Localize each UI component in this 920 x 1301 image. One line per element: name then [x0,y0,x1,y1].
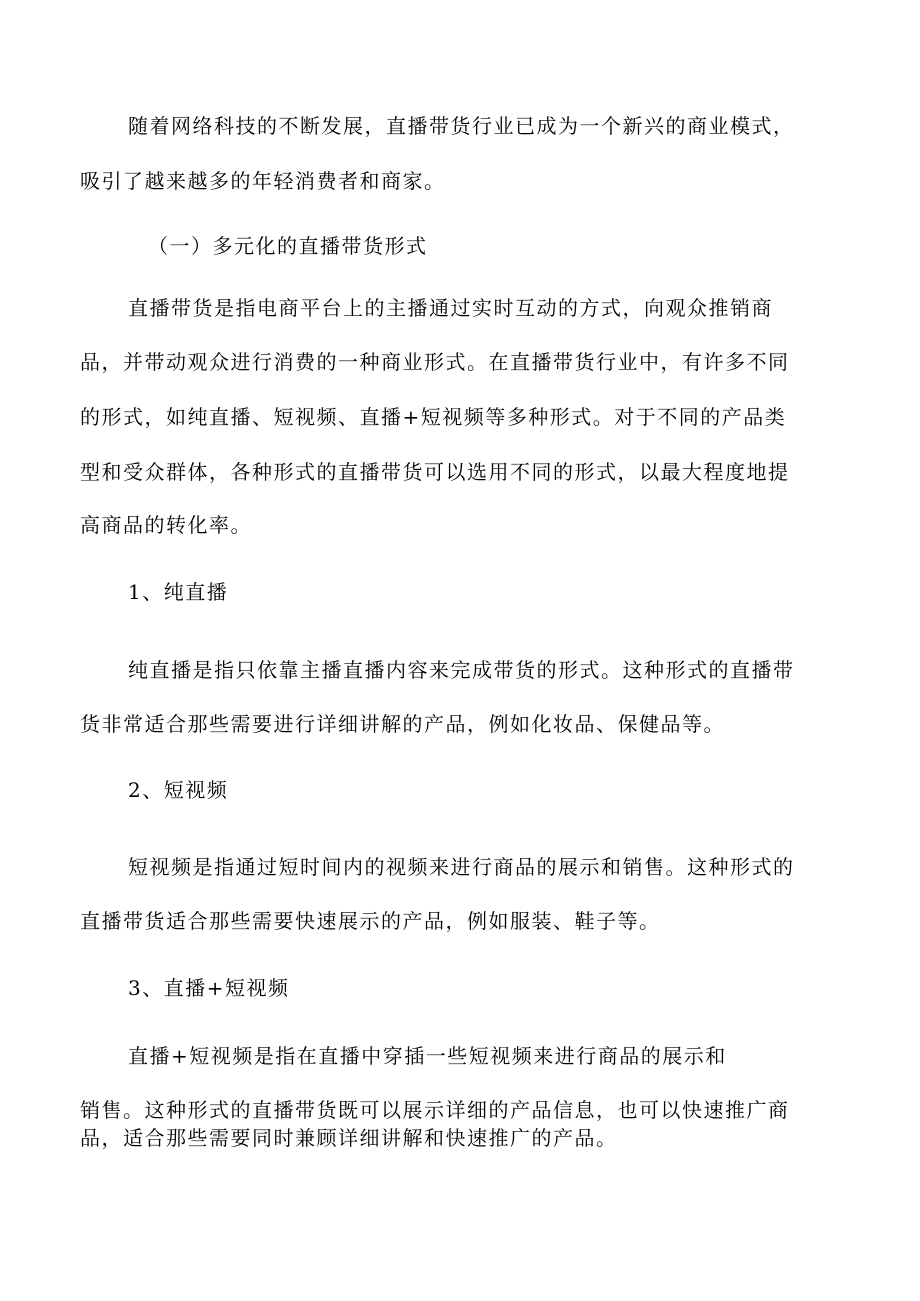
item1-line-2: 货非常适合那些需要进行详细讲解的产品，例如化妆品、保健品等。 [80,712,725,736]
section-body-line-3: 的形式，如纯直播、短视频、直播+短视频等多种形式。对于不同的产品类 [80,405,787,429]
item3-line-2: 销售。这种形式的直播带货既可以展示详细的产品信息，也可以快速推广商 [80,1098,790,1122]
item3-heading: 3、直播+短视频 [128,976,290,1000]
section-body-line-5: 高商品的转化率。 [80,513,252,537]
item2-heading: 2、短视频 [128,778,229,802]
intro-line-2: 吸引了越来越多的年轻消费者和商家。 [80,169,446,193]
item1-line-1: 纯直播是指只依靠主播直播内容来完成带货的形式。这种形式的直播带 [128,658,795,682]
item2-line-1: 短视频是指通过短时间内的视频来进行商品的展示和销售。这种形式的 [128,855,795,879]
item3-line-1: 直播+短视频是指在直播中穿插一些短视频来进行商品的展示和 [128,1044,727,1068]
item3-line-3: 品，适合那些需要同时兼顾详细讲解和快速推广的产品。 [80,1126,618,1150]
intro-line-1: 随着网络科技的不断发展，直播带货行业已成为一个新兴的商业模式， [128,114,795,138]
section-body-line-4: 型和受众群体，各种形式的直播带货可以选用不同的形式，以最大程度地提 [80,460,790,484]
section-body-line-1: 直播带货是指电商平台上的主播通过实时互动的方式，向观众推销商 [128,296,773,320]
item1-heading: 1、纯直播 [128,580,229,604]
section-body-line-2: 品，并带动观众进行消费的一种商业形式。在直播带货行业中，有许多不同 [80,350,790,374]
item2-line-2: 直播带货适合那些需要快速展示的产品，例如服装、鞋子等。 [80,909,661,933]
section-heading: （一）多元化的直播带货形式 [148,234,428,258]
